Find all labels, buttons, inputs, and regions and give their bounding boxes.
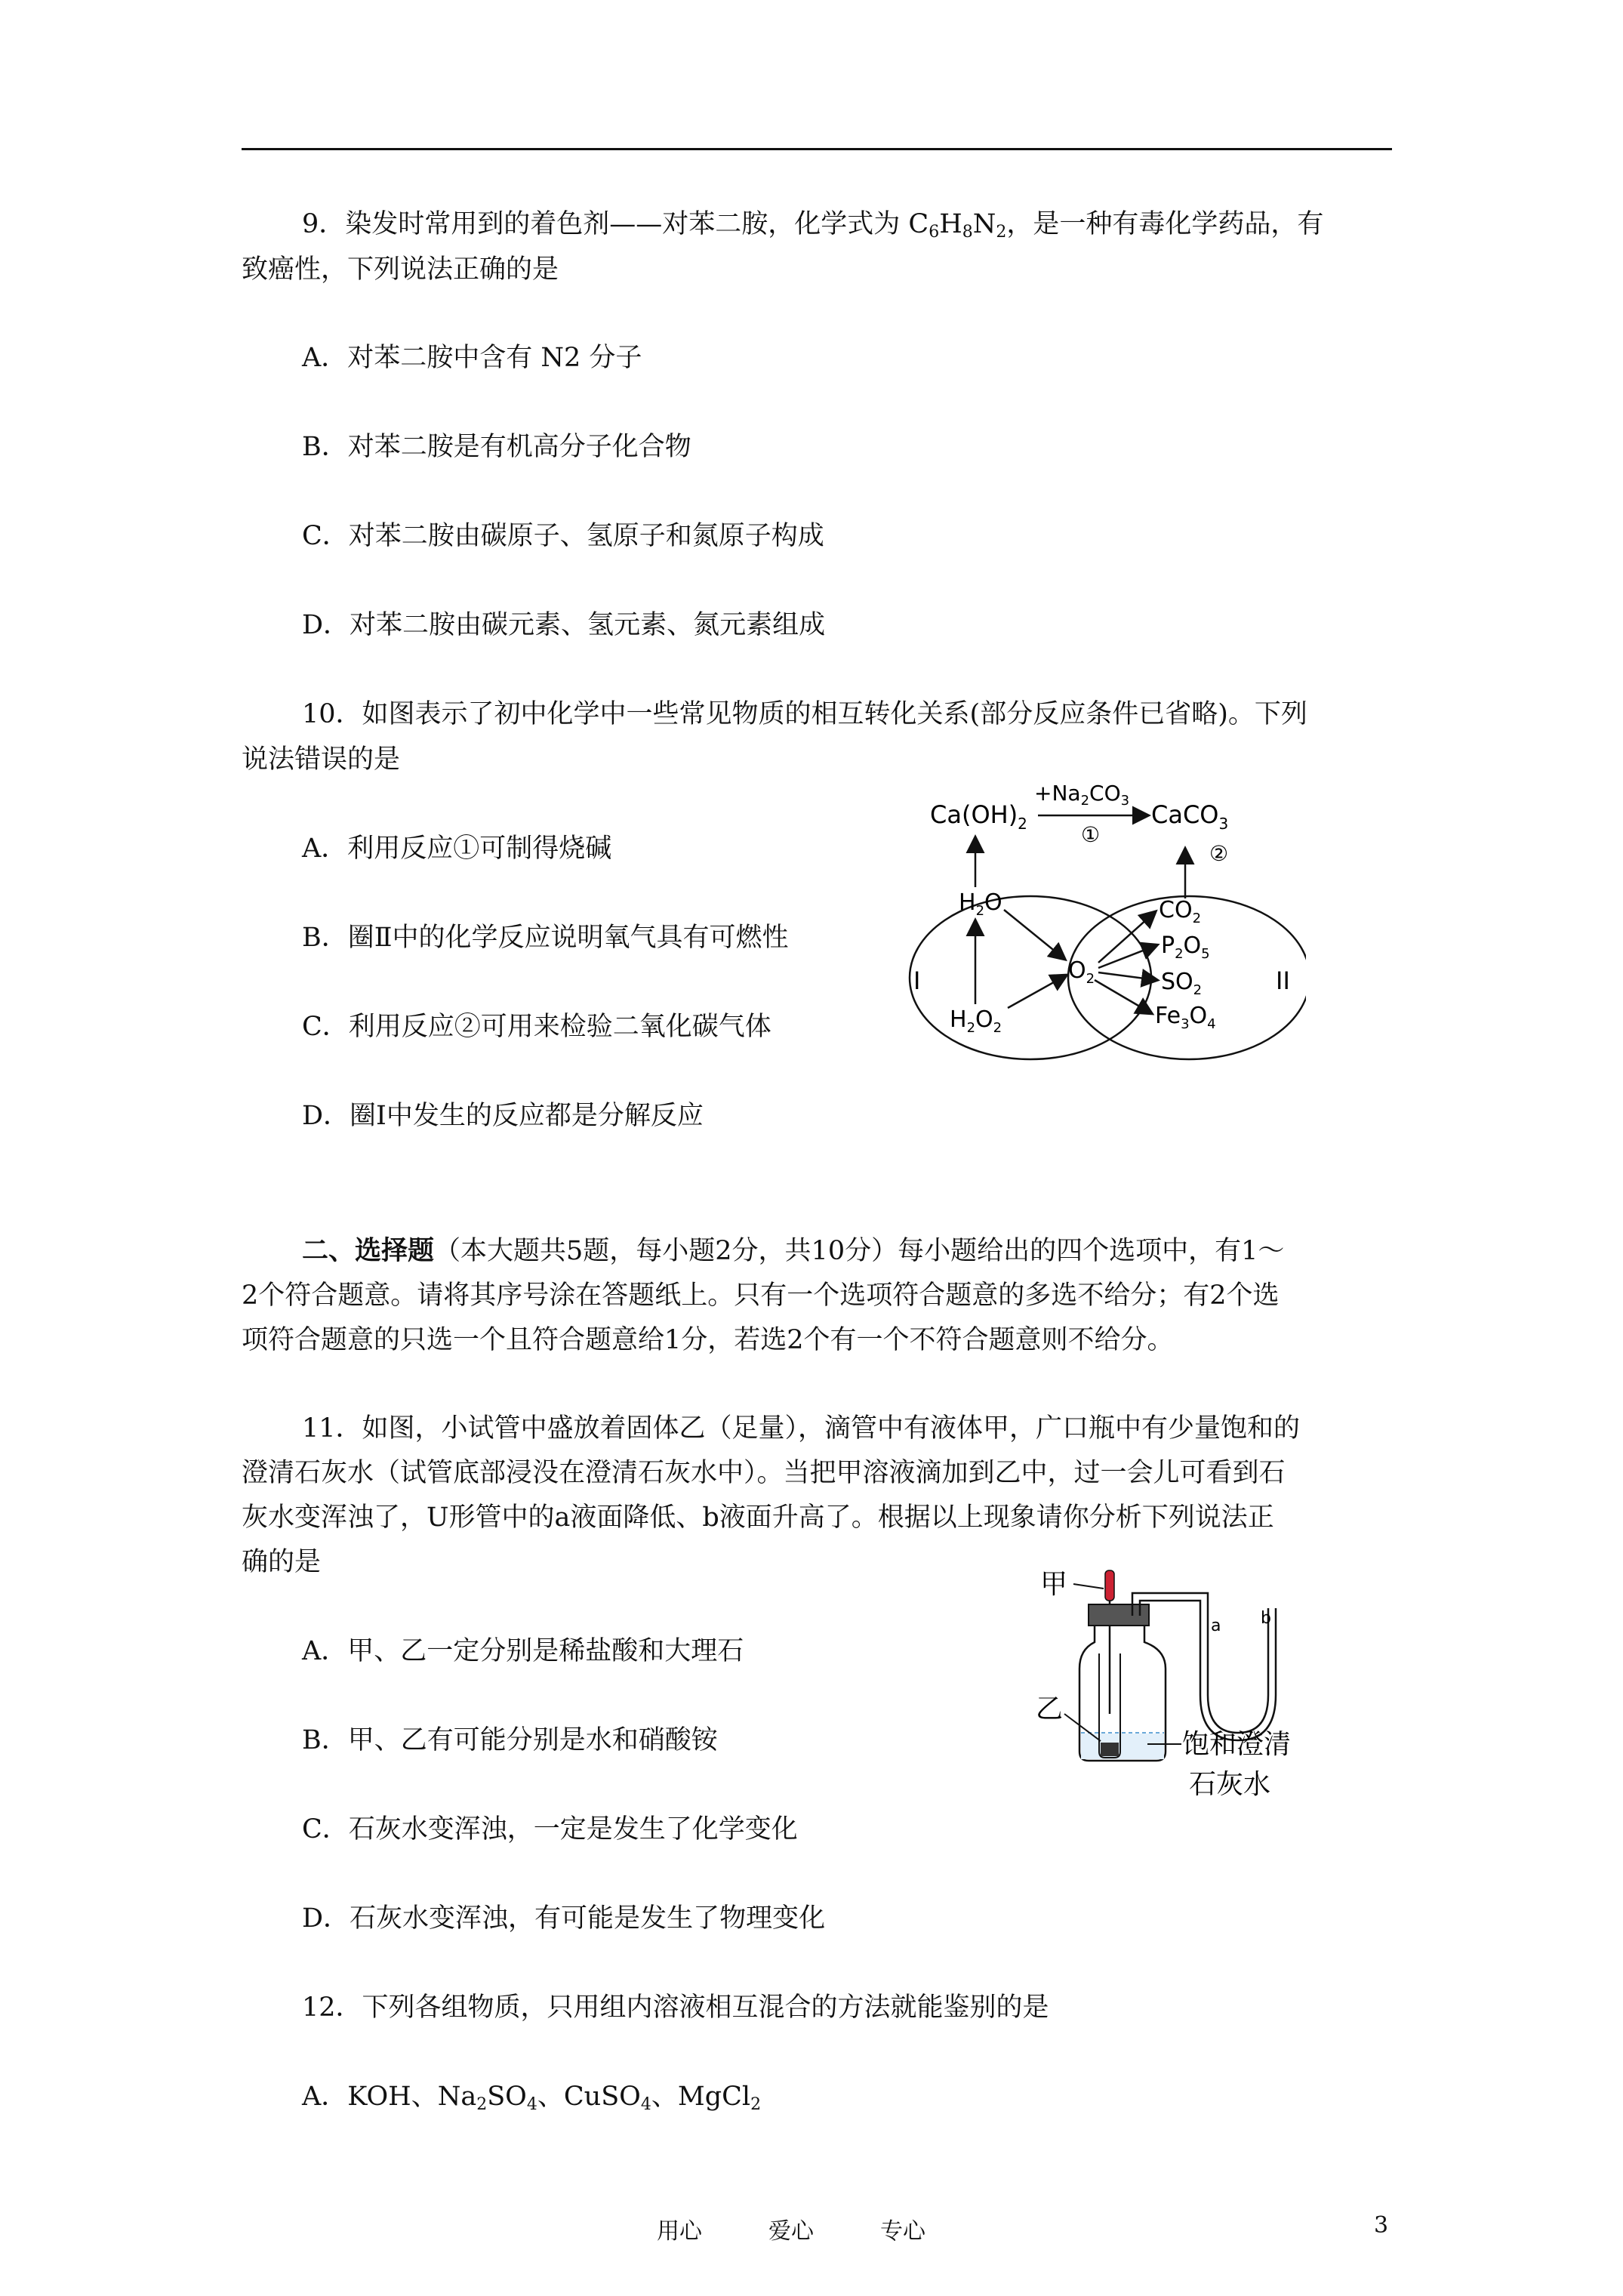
h2o2-to-o2-arrow bbox=[1008, 975, 1066, 1008]
q11-stem-line1: 11．如图，小试管中盛放着固体乙（足量），滴管中有液体甲，广口瓶中有少量饱和的 bbox=[302, 1413, 1301, 1444]
q10-option-c: C．利用反应②可用来检验二氧化碳气体 bbox=[302, 1012, 771, 1042]
q9-stem-line2: 致癌性，下列说法正确的是 bbox=[242, 254, 559, 285]
fe3o4-label: $Fe_3O_4$ bbox=[1155, 1003, 1216, 1032]
caoh2-label: $Ca(OH)_2$ bbox=[930, 800, 1027, 833]
q11-option-d: D．石灰水变浑浊，有可能是发生了物理变化 bbox=[302, 1903, 826, 1934]
yi-label: 乙 bbox=[1036, 1693, 1064, 1724]
section2-line1: 二、选择题（本大题共5题，每小题2分，共10分）每小题给出的四个选项中，有1～ bbox=[302, 1235, 1285, 1266]
dropper-bulb bbox=[1105, 1570, 1114, 1601]
p2o5-label: $P_2O_5$ bbox=[1161, 932, 1210, 962]
q9-option-d: D．对苯二胺由碳元素、氢元素、氮元素组成 bbox=[302, 610, 826, 640]
co2-label: $CO_2$ bbox=[1159, 897, 1202, 926]
reaction-1-label: ① bbox=[1081, 822, 1101, 847]
na2co3-label: $+Na_2CO_3$ bbox=[1034, 781, 1130, 809]
q9-option-a: A．对苯二胺中含有 N2 分子 bbox=[302, 343, 642, 373]
q11-stem-line4: 确的是 bbox=[242, 1547, 322, 1577]
q10-option-d: D．圈Ⅰ中发生的反应都是分解反应 bbox=[302, 1101, 704, 1131]
q10-stem-line2: 说法错误的是 bbox=[242, 744, 401, 775]
q9-option-b: B．对苯二胺是有机高分子化合物 bbox=[302, 432, 691, 462]
circle-one-label: I bbox=[913, 966, 921, 995]
level-a-label: a bbox=[1211, 1616, 1221, 1635]
limewater bbox=[1081, 1734, 1164, 1759]
q10-option-a: A．利用反应①可制得烧碱 bbox=[302, 834, 612, 864]
o2-label: $O_2$ bbox=[1068, 957, 1095, 987]
footer-word-3: 专心 bbox=[880, 2218, 925, 2245]
caco3-label: CaCO$_3$ bbox=[1151, 800, 1229, 833]
header-rule bbox=[242, 148, 1392, 150]
q11-option-b: B．甲、乙有可能分别是水和硝酸铵 bbox=[302, 1725, 718, 1755]
h2o-to-o2-arrow bbox=[1004, 910, 1064, 959]
reaction-2-label: ② bbox=[1209, 841, 1229, 866]
q11-stem-line2: 澄清石灰水（试管底部浸没在澄清石灰水中）。当把甲溶液滴加到乙中，过一会儿可看到石 bbox=[242, 1458, 1286, 1488]
q12-stem: 12．下列各组物质，只用组内溶液相互混合的方法就能鉴别的是 bbox=[302, 1992, 1049, 2023]
q10-transformation-diagram bbox=[883, 778, 1306, 1065]
q11-option-c: C．石灰水变浑浊，一定是发生了化学变化 bbox=[302, 1814, 798, 1845]
jia-label: 甲 bbox=[1040, 1569, 1068, 1600]
q10-option-b: B．圈Ⅱ中的化学反应说明氧气具有可燃性 bbox=[302, 923, 789, 953]
so2-label: $SO_2$ bbox=[1161, 969, 1203, 998]
q10-stem-line1: 10．如图表示了初中化学中一些常见物质的相互转化关系(部分反应条件已省略)。下列 bbox=[302, 699, 1307, 729]
o2-to-fe3o4-arrow bbox=[1095, 980, 1151, 1013]
limewater-label-line2: 石灰水 bbox=[1189, 1769, 1271, 1800]
circle-two-label: II bbox=[1276, 966, 1290, 995]
o2-to-so2-arrow bbox=[1098, 972, 1156, 980]
solid-yi bbox=[1101, 1743, 1119, 1756]
q11-option-a: A．甲、乙一定分别是稀盐酸和大理石 bbox=[302, 1636, 744, 1666]
section2-line3: 项符合题意的只选一个且符合题意给1分，若选2个有一个不符合题意则不给分。 bbox=[242, 1325, 1174, 1355]
q11-apparatus-figure bbox=[1034, 1563, 1321, 1812]
level-b-label: b bbox=[1261, 1609, 1271, 1628]
q9-stem-line1: 9．染发时常用到的着色剂——对苯二胺，化学式为 $C_6H_8N_2$，是一种有毒化学药品，有 bbox=[302, 209, 1324, 242]
circle-one bbox=[910, 896, 1151, 1059]
footer-word-1: 用心 bbox=[657, 2218, 702, 2245]
footer-word-2: 爱心 bbox=[768, 2218, 814, 2245]
q11-stem-line3: 灰水变浑浊了，U形管中的a液面降低、b液面升高了。根据以上现象请你分析下列说法正 bbox=[242, 1502, 1274, 1533]
h2o2-label: $H_2O_2$ bbox=[950, 1006, 1002, 1036]
q9-option-c: C．对苯二胺由碳原子、氢原子和氮原子构成 bbox=[302, 521, 824, 551]
jia-pointer bbox=[1073, 1584, 1104, 1589]
section2-line2: 2个符合题意。请将其序号涂在答题纸上。只有一个选项符合题意的多选不给分；有2个选 bbox=[242, 1281, 1280, 1311]
limewater-label-line1: 饱和澄清 bbox=[1182, 1729, 1292, 1760]
q12-option-a: A．KOH、$Na_2SO_4$、CuSO$_4$、MgCl$_2$ bbox=[302, 2082, 762, 2114]
h2o-label: $H_2O$ bbox=[959, 889, 1002, 919]
page-number: 3 bbox=[1374, 2212, 1389, 2239]
